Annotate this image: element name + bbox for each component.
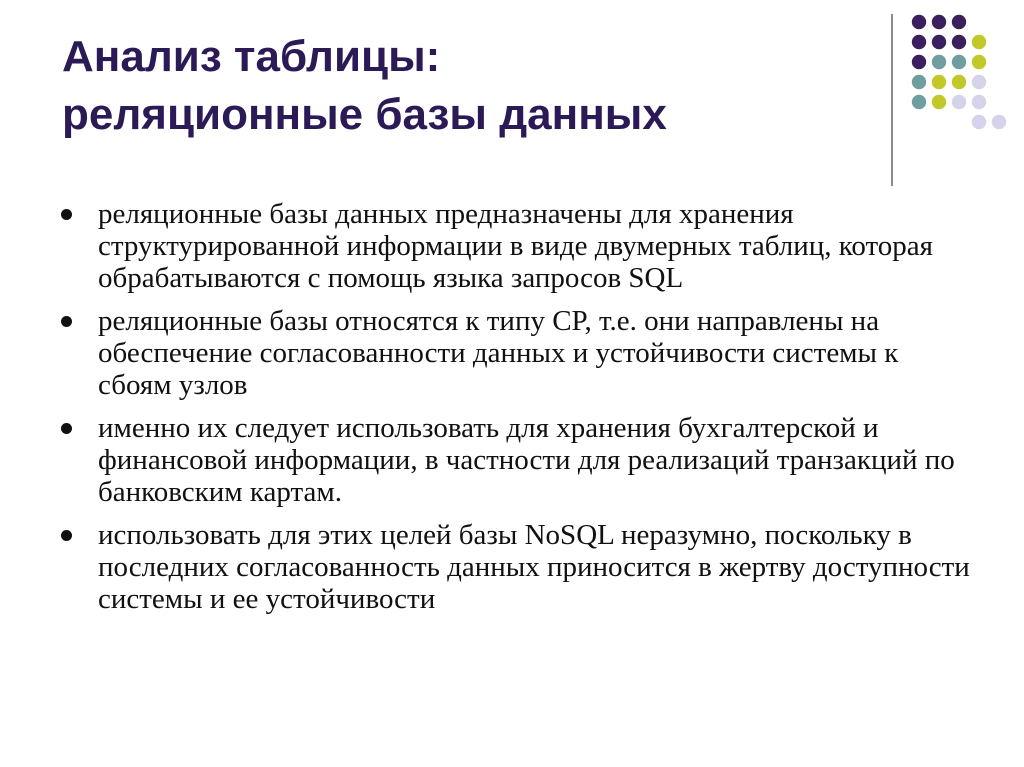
decorative-dot-purple (912, 15, 926, 29)
bullet-text: именно их следует использовать для хранения бухгалтерской и финансовой информации, в частности для реализаций транзакций по банковским картам. (98, 412, 955, 508)
slide-title-line-1: Анализ таблицы: (62, 32, 441, 81)
decorative-dot-purple (912, 55, 926, 69)
bullet-text: использовать для этих целей базы NoSQL неразумно, поскольку в последних согласованность данных приносится в жертву доступности системы и ее устойчивости (98, 519, 970, 615)
bullet-dot-icon (61, 530, 72, 541)
slide-title-line-2: реляционные базы данных (62, 90, 667, 139)
bullet-dot-icon (61, 209, 72, 220)
decorative-dot-olive (952, 75, 966, 89)
decorative-dot-teal (952, 55, 966, 69)
decorative-dot-purple (912, 35, 926, 49)
bullet-item (58, 305, 978, 401)
bullet-item (58, 519, 978, 615)
decorative-dot-lavender (972, 115, 986, 129)
decorative-dot-lavender (952, 95, 966, 109)
bullet-item (58, 198, 978, 294)
decorative-dot-teal (912, 95, 926, 109)
decorative-dot-olive (932, 95, 946, 109)
decorative-dot-teal (912, 75, 926, 89)
decorative-dot-lavender (972, 95, 986, 109)
decorative-dot-purple (952, 35, 966, 49)
bullet-item (58, 412, 978, 508)
decorative-dot-purple (932, 35, 946, 49)
decorative-dot-olive (932, 75, 946, 89)
decorative-dot-olive (972, 35, 986, 49)
decorative-dot-grid (0, 0, 1024, 200)
decorative-dot-lavender (972, 75, 986, 89)
decorative-dot-olive (972, 55, 986, 69)
decorative-dot-lavender (992, 115, 1006, 129)
bullet-dot-icon (61, 316, 72, 327)
decorative-dot-purple (932, 15, 946, 29)
bullet-list (58, 198, 978, 626)
decorative-dot-purple (952, 15, 966, 29)
bullet-text: реляционные базы относятся к типу CP, т.е. они направлены на обеспечение согласованности данных и устойчивости системы к сбоям узлов (98, 305, 899, 401)
bullet-text: реляционные базы данных предназначены для хранения структурированной информации в виде двумерных таблиц, которая обрабатываются с помощь языка запросов SQL (98, 198, 934, 294)
bullet-dot-icon (61, 423, 72, 434)
decorative-dot-teal (932, 55, 946, 69)
